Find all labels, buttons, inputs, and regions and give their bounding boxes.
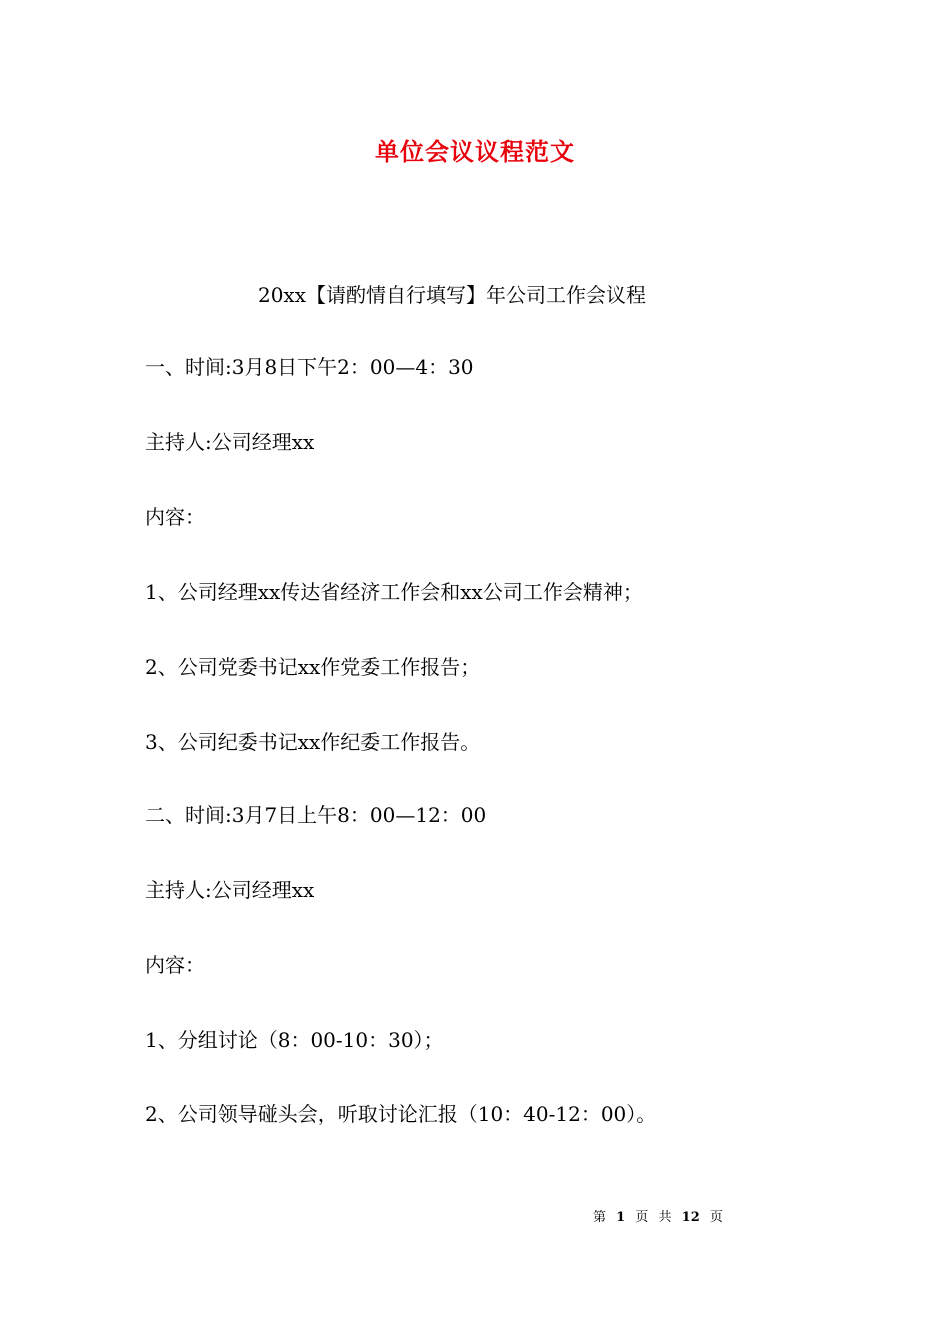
agenda-line: 主持人:公司经理xx xyxy=(145,430,315,454)
agenda-heading: 20xx【请酌情自行填写】年公司工作会议程 xyxy=(257,283,646,307)
agenda-line: 内容： xyxy=(145,505,205,529)
agenda-line: 内容： xyxy=(145,953,205,977)
footer-total-pages: 12 xyxy=(681,1210,700,1225)
footer-suffix: 页 xyxy=(709,1210,723,1225)
footer-prefix: 第 xyxy=(593,1210,607,1225)
agenda-line: 二、时间:3月7日上午8：00—12：00 xyxy=(145,803,487,827)
document-title: 单位会议议程范文 xyxy=(375,138,575,166)
footer-page-number: 1 xyxy=(616,1210,626,1225)
agenda-line: 主持人:公司经理xx xyxy=(145,878,315,902)
agenda-line: 一、时间:3月8日下午2：00—4：30 xyxy=(145,355,474,379)
page-footer xyxy=(593,1208,723,1228)
agenda-line: 2、公司党委书记xx作党委工作报告； xyxy=(145,655,481,679)
agenda-line: 1、分组讨论（8：00-10：30）； xyxy=(145,1028,444,1052)
footer-total-word: 共 xyxy=(658,1210,672,1225)
agenda-line: 3、公司纪委书记xx作纪委工作报告。 xyxy=(145,730,481,754)
agenda-line: 2、公司领导碰头会，听取讨论汇报（10：40-12：00）。 xyxy=(145,1102,657,1126)
footer-page-word: 页 xyxy=(635,1210,649,1225)
agenda-line: 1、公司经理xx传达省经济工作会和xx公司工作会精神； xyxy=(145,580,643,604)
